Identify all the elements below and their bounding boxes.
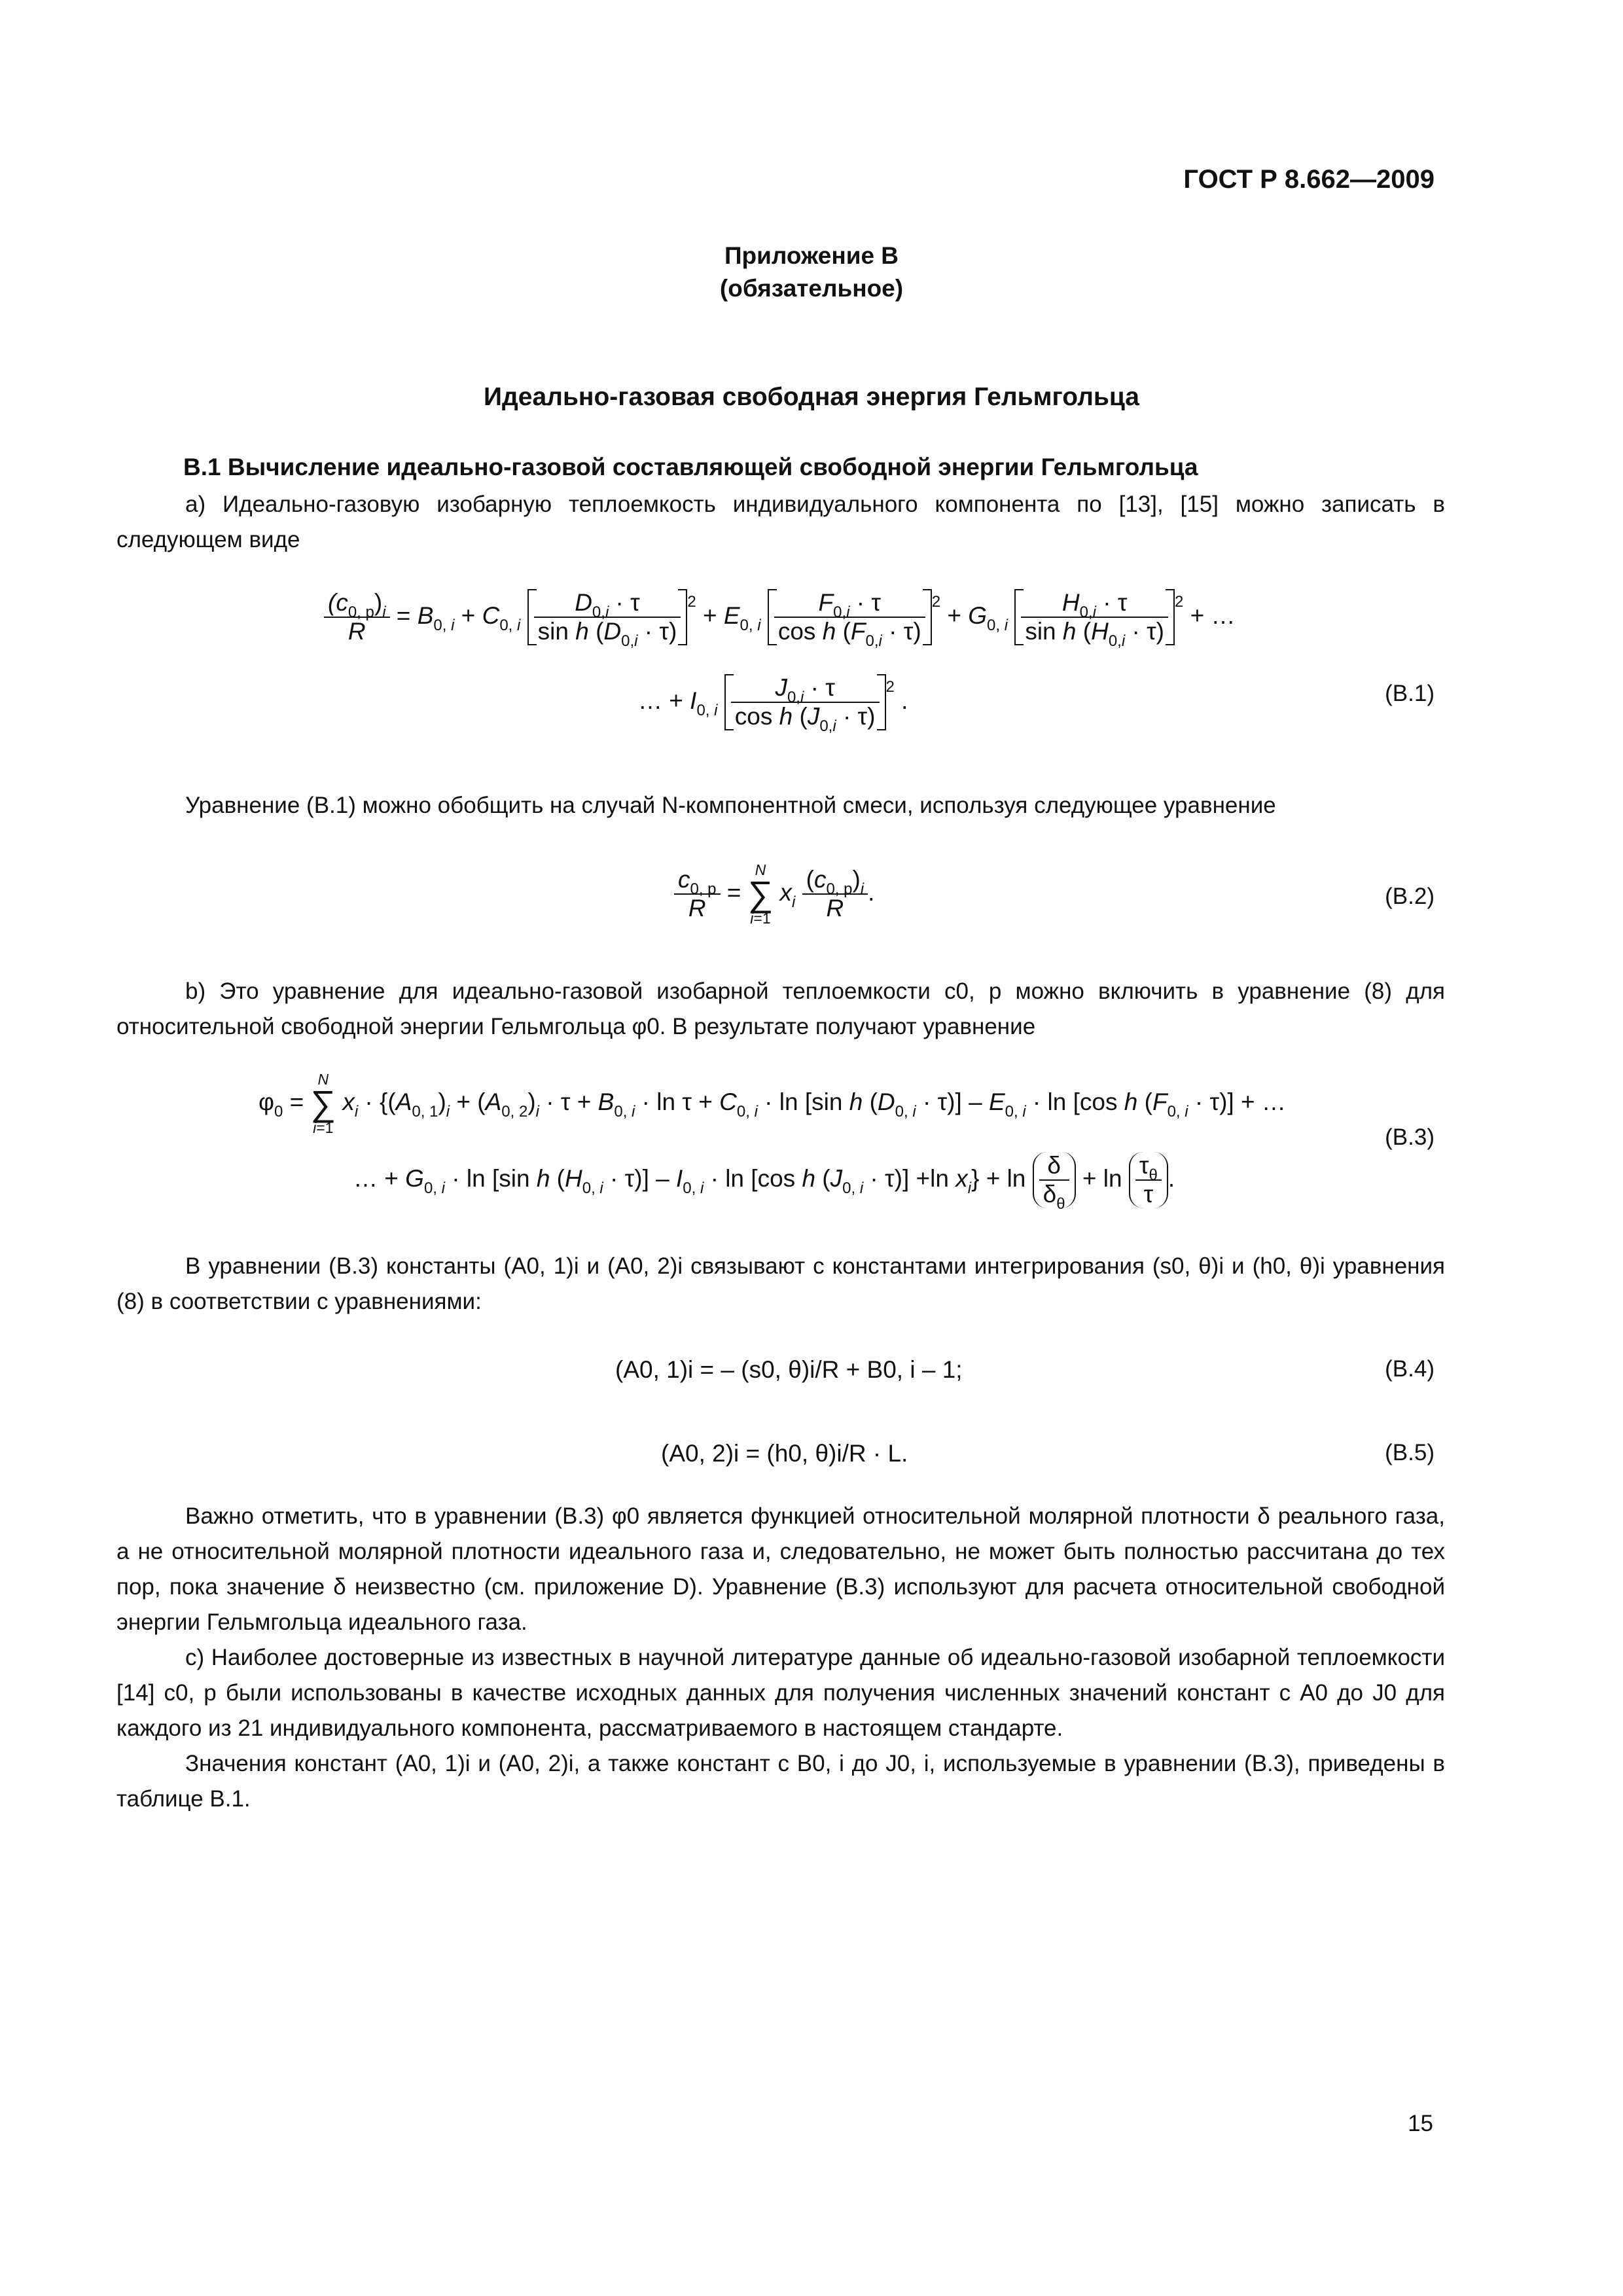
paragraph-b: b) Это уравнение для идеально-газовой изобарной теплоемкости c0, p можно включить в уравнение (8) для относительной свободной энергии Гельмгольца φ0. В результате получают уравнение [116,978,1445,1039]
equation-b4: (A0, 1)i = – (s0, θ)i/R + B0, i – 1; [615,1356,963,1383]
paragraph-a: а) Идеально-газовую изобарную теплоемкость индивидуального компонента по [13], [15] можно записать в следующем виде [116,492,1445,552]
equation-number-b1: (В.1) [1385,681,1435,706]
equation-number-b2: (В.2) [1385,884,1435,909]
document-id: ГОСТ Р 8.662—2009 [1183,165,1435,194]
equation-number-b5: (В.5) [1385,1440,1435,1465]
page-number: 15 [1408,2111,1433,2136]
equation-number-b3: (В.3) [1385,1124,1435,1150]
equation-b3-line1: $\varphi_0$ = N ∑ i=1 $x_i \cdot \{(A_{0, 1})_i + (A_{0, 2})_i \cdot \tau + B_{0, i} \cdot \ln \tau + C_{0, i} \cdot \ln [\sin$ h $(D_{0, i} \cdot \tau)] - E_{0, i} \cdot \ln [\cos$ h $(F_{0, i} \cdot \tau)$] + … [259,1071,1286,1136]
equation-b5: (A0, 2)i = (h0, θ)i/R · L. [661,1440,908,1467]
equation-number-b4: (В.4) [1385,1356,1435,1382]
equation-b2: $\frac{c_{0, p}}{R}$ = N ∑ i=1 $x_i$ $\frac{(c_{0, p})_i}{R}$ . [674,861,874,927]
paragraph-constants: В уравнении (В.3) константы (A0, 1)i и (A0, 2)i связывают с константами интегрирования (s0, θ)i и (h0, θ)i уравнения (8) в соответствии с уравнениями: [116,1253,1445,1314]
appendix-status: (обязательное) [719,275,904,302]
equation-b1-line1: $\frac{(c_{0, p})_i}{R}$ = $B_{0, i} + C_{0, i}$ $\frac{D_{0,i} \cdot \tau}{\sin h (D_{0,i} \cdot \tau)}$ $^2 + E_{0, i}$ $\frac{F_{0,i} \cdot \tau}{\cos h (F_{0,i} \cdot \tau)}$ $^2 + G_{0, i}$ $\frac{H_{0,i} \cdot \tau}{\sin h (H_{0,i} \cdot \tau)}$ $^2$ + … [324,589,1236,645]
section-heading: В.1 Вычисление идеально-газовой составляющей свободной энергии Гельмгольца [183,454,1198,480]
equation-b3-line2: … + $G_{0, i} \cdot \ln [\sin$ h $(H_{0, i} \cdot \tau)] - I_{0, i} \cdot \ln [\cos$ h $(J_{0, i} \cdot \tau)] +\ln$ $x_i\} + \ln$ $\frac{\delta}{\delta_\theta}$ + ln $\frac{\tau_\theta}{\tau}$ . [353,1152,1175,1213]
appendix-title: Приложение В [724,242,899,269]
paragraph-c: с) Наиболее достоверные из известных в научной литературе данные об идеально-газовой изобарной теплоемкости [14] c0, p были использованы в качестве исходных данных для получения численных значений констант с A0 до J0 для каждого из 21 индивидуального компонента, рассматриваемого в настоящем стандарте. [116,1645,1445,1741]
paragraph-values: Значения констант (A0, 1)i и (A0, 2)i, а также констант с B0, i до J0, i, используемые в уравнении (В.3), приведены в таблице В.1. [116,1751,1445,1812]
paragraph-generalize: Уравнение (В.1) можно обобщить на случай N-компонентной смеси, используя следующее уравнение [185,793,1276,818]
page-title: Идеально-газовая свободная энергия Гельмгольца [484,383,1139,411]
appendix-heading [0,240,1623,305]
equation-b1-line2: … + $I_{0, i}$ $\frac{J_{0,i} \cdot \tau}{\cos h (J_{0,i} \cdot \tau)}$ $^2$ . [638,674,908,735]
paragraph-important: Важно отметить, что в уравнении (В.3) φ0 является функцией относительной молярной плотности δ реального газа, а не относительной молярной плотности идеального газа и, следовательно, не может быть полностью рассчитана до тех пор, пока значение δ неизвестно (см. приложение D). Уравнение (В.3) используют для расчета относительной свободной энергии Гельмгольца идеального газа. [116,1503,1445,1635]
